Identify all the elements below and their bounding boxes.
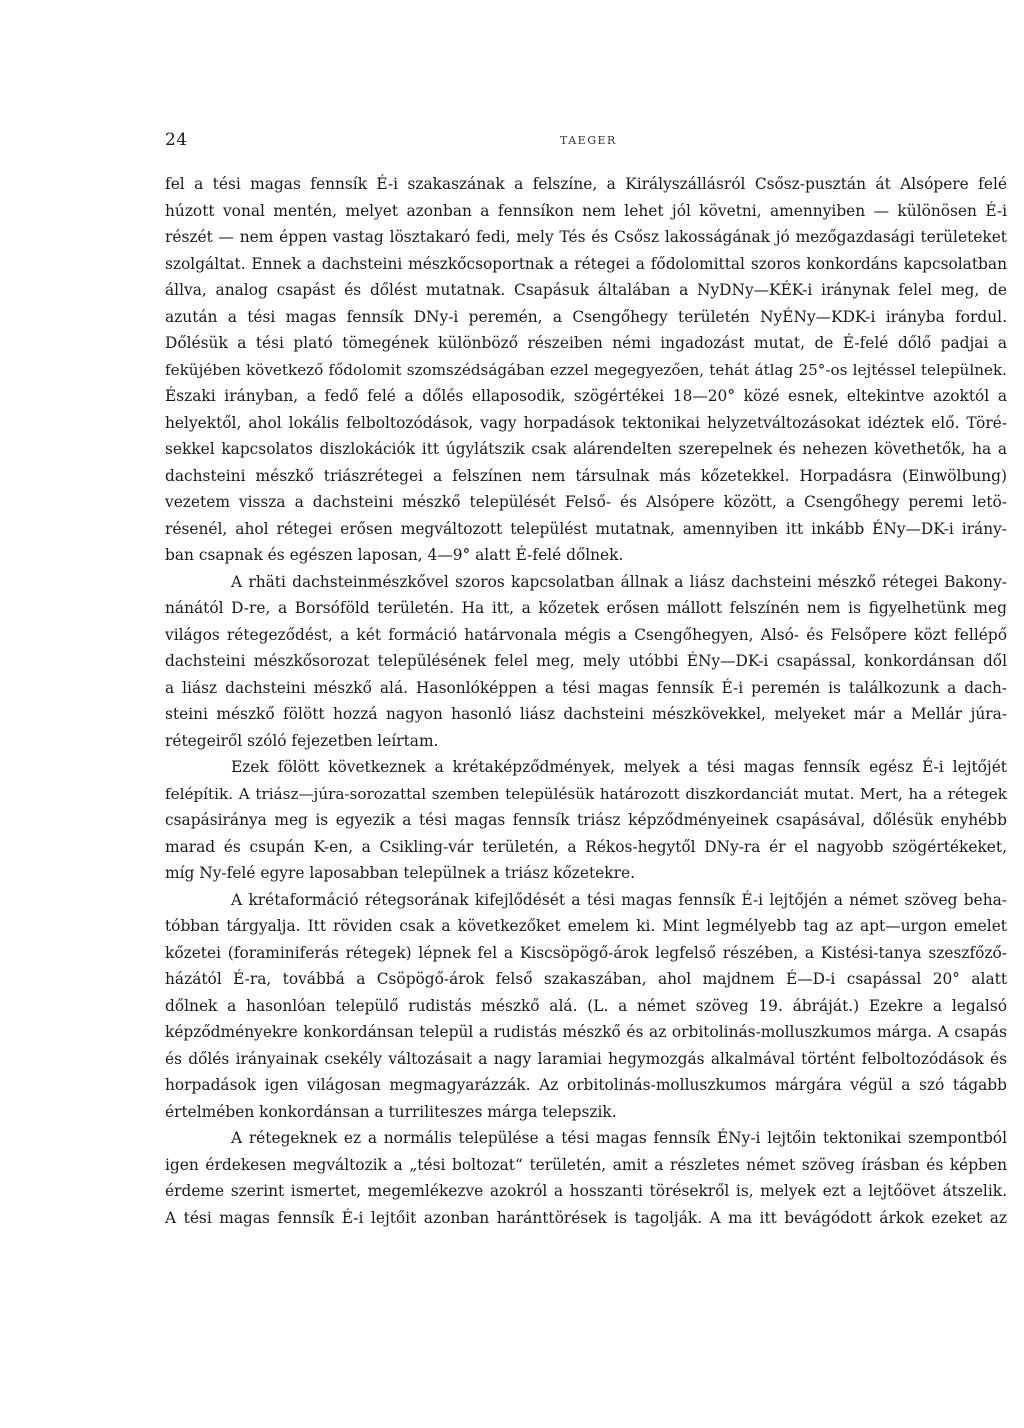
text-line: vezetem vissza a dachsteini mészkő települését Felső- és Alsópere között, a Csengőhegy peremi letö- [165, 493, 1007, 511]
text-line: A tési magas fennsík É-i lejtőit azonban haránttörések is tagolják. A ma itt bevágódott árkok ezeket az [165, 1208, 1007, 1227]
text-line: és dőlés irányainak csekély változásait a nagy laramiai hegymozgás alkalmával történt felboltozódások és [165, 1049, 1007, 1068]
text-line: állva, analog csapást és dőlést mutatnak. Csapásuk általában a NyDNy—KÉK-i iránynak felel meg, de [165, 281, 1007, 299]
text-line: rétegeiről szóló fejezetben leírtam. [165, 731, 439, 750]
text-line: Ezek fölött következnek a krétaképződmények, melyek a tési magas fennsík egész É-i lejtőjét [231, 758, 1007, 776]
text-line: húzott vonal mentén, melyet azonban a fennsíkon nem lehet jól követni, amennyiben — különösen É-i [165, 201, 1007, 220]
text-line: Északi irányban, a fedő felé a dőlés ellaposodik, szögértékei 18—20° közé esnek, eltekintve azoktól a [165, 387, 1007, 405]
text-line: azután a tési magas fennsík DNy-i peremén, a Csengőhegy területén NyÉNy—KDK-i irányba fordul. [165, 307, 1007, 326]
text-line: horpadások igen világosan megmagyarázzák. Az orbitolinás-molluszkumos márgára végül a szó tágabb [165, 1076, 1007, 1094]
text-line: Dőlésük a tési plató tömegének különböző részeiben némi ingadozást mutat, de É-felé dőlő padjai a [165, 334, 1007, 352]
text-line: marad és csupán K-en, a Csikling-vár területén, a Rékos-hegytől DNy-ra ér el nagyobb szögértékeket, [165, 837, 1007, 856]
text-line: csapásiránya meg is egyezik a tési magas fennsík triász képződményeinek csapásával, dőlésük enyhébb [165, 811, 1007, 829]
text-line: érdeme szerint ismertet, megemlékezve azokról a hosszanti törésekről is, melyek ezt a lejtőövet átszelik. [165, 1182, 1007, 1200]
page-number: 24 [165, 130, 188, 150]
text-line: dőlnek a hasonlóan települő rudistás mészkő alá. (L. a német szöveg 19. ábráját.) Ezekre a legalsó [165, 996, 1007, 1015]
text-line: ban csapnak és egészen laposan, 4—9° alatt É-felé dőlnek. [165, 546, 624, 564]
running-head: TAEGER [560, 134, 617, 147]
text-line: felépítik. A triász—júra-sorozattal szemben településük határozott diszkordanciát mutat. Mert, ha a rétegek [165, 784, 1007, 803]
text-line: értelmében konkordánsan a turriliteszes márga telepszik. [165, 1102, 617, 1121]
text-line: résenél, ahol rétegei erősen megváltozott települést mutatnak, amennyiben itt inkább ÉNy—DK-i irány- [165, 519, 1007, 538]
text-line: nánától D-re, a Borsóföld területén. Ha itt, a kőzetek erősen mállott felszínén nem is figyelhetünk meg [165, 599, 1007, 617]
text-line: kőzetei (foraminiferás rétegek) lépnek fel a Kiscsöpögő-árok legfelső részében, a Kistési-tanya szeszfőző- [165, 943, 1007, 962]
body-text [165, 171, 1007, 1231]
text-line: igen érdekesen megváltozik a „tési boltozat“ területén, amit a részletes német szöveg írásban és képben [165, 1155, 1007, 1174]
text-line: helyektől, ahol lokális felboltozódások, vagy horpadások tektonikai helyzetváltozásokat idéztek elő. Töré- [165, 413, 1007, 432]
text-line: képződményekre konkordánsan települ a rudistás mészkő és az orbitolinás-molluszkumos márga. A csapás [165, 1023, 1007, 1041]
text-line: világos rétegeződést, a két formáció határvonala mégis a Csengőhegyen, Alsó- és Felsőpere közt fellépő [165, 625, 1007, 644]
text-line: a liász dachsteini mészkő alá. Hasonlóképpen a tési magas fennsík É-i peremén is találkozunk a dach- [165, 678, 1007, 697]
text-line: szolgáltat. Ennek a dachsteini mészkőcsoportnak a rétegei a fődolomittal szoros konkordáns kapcsolatban [165, 254, 1007, 273]
text-line: részét — nem éppen vastag lösztakaró fedi, mely Tés és Csősz lakosságának jó mezőgazdasági területeket [165, 228, 1007, 246]
text-line: dachsteini mészkősorozat településének felel meg, mely utóbbi ÉNy—DK-i csapással, konkordánsan dől [165, 652, 1007, 670]
text-line: fel a tési magas fennsík É-i szakaszának a felszíne, a Királyszállásról Csősz-pusztán át Alsópere felé [165, 175, 1007, 193]
text-line: sekkel kapcsolatos diszlokációk itt úgylátszik csak alárendelten szerepelnek és nehezen követhetők, ha a [165, 440, 1007, 458]
text-line: dachsteini mészkő triászrétegei a felszínen nem társulnak más kőzetekkel. Horpadásra (Einwölbung) [165, 466, 1007, 485]
text-line: házától É-ra, továbbá a Csöpögő-árok felső szakaszában, ahol majdnem É—D-i csapással 20° alatt [165, 970, 1007, 988]
text-line: feküjében következő fődolomit szomszédságában ezzel megegyezően, tehát átlag 25°-os lejtéssel települnek. [165, 360, 1007, 379]
text-line: míg Ny-felé egyre laposabban települnek a triász kőzetekre. [165, 864, 635, 882]
text-line: steini mészkő fölött hozzá nagyon hasonló liász dachsteini mészkövekkel, melyeket már a Mellár júra- [165, 705, 1007, 723]
text-line: A krétaformáció rétegsorának kifejlődését a tési magas fennsík É-i lejtőjén a német szöveg beha- [231, 890, 1007, 909]
text-line: A rétegeknek ez a normális települése a tési magas fennsík ÉNy-i lejtőin tektonikai szempontból [231, 1129, 1007, 1147]
text-line: A rhäti dachsteinmészkővel szoros kapcsolatban állnak a liász dachsteini mészkő rétegei Bakony- [231, 572, 1007, 591]
page-header [165, 130, 1011, 154]
text-line: tóbban tárgyalja. Itt röviden csak a következőket emelem ki. Mint legmélyebb tag az apt—urgon emelet [165, 917, 1007, 935]
